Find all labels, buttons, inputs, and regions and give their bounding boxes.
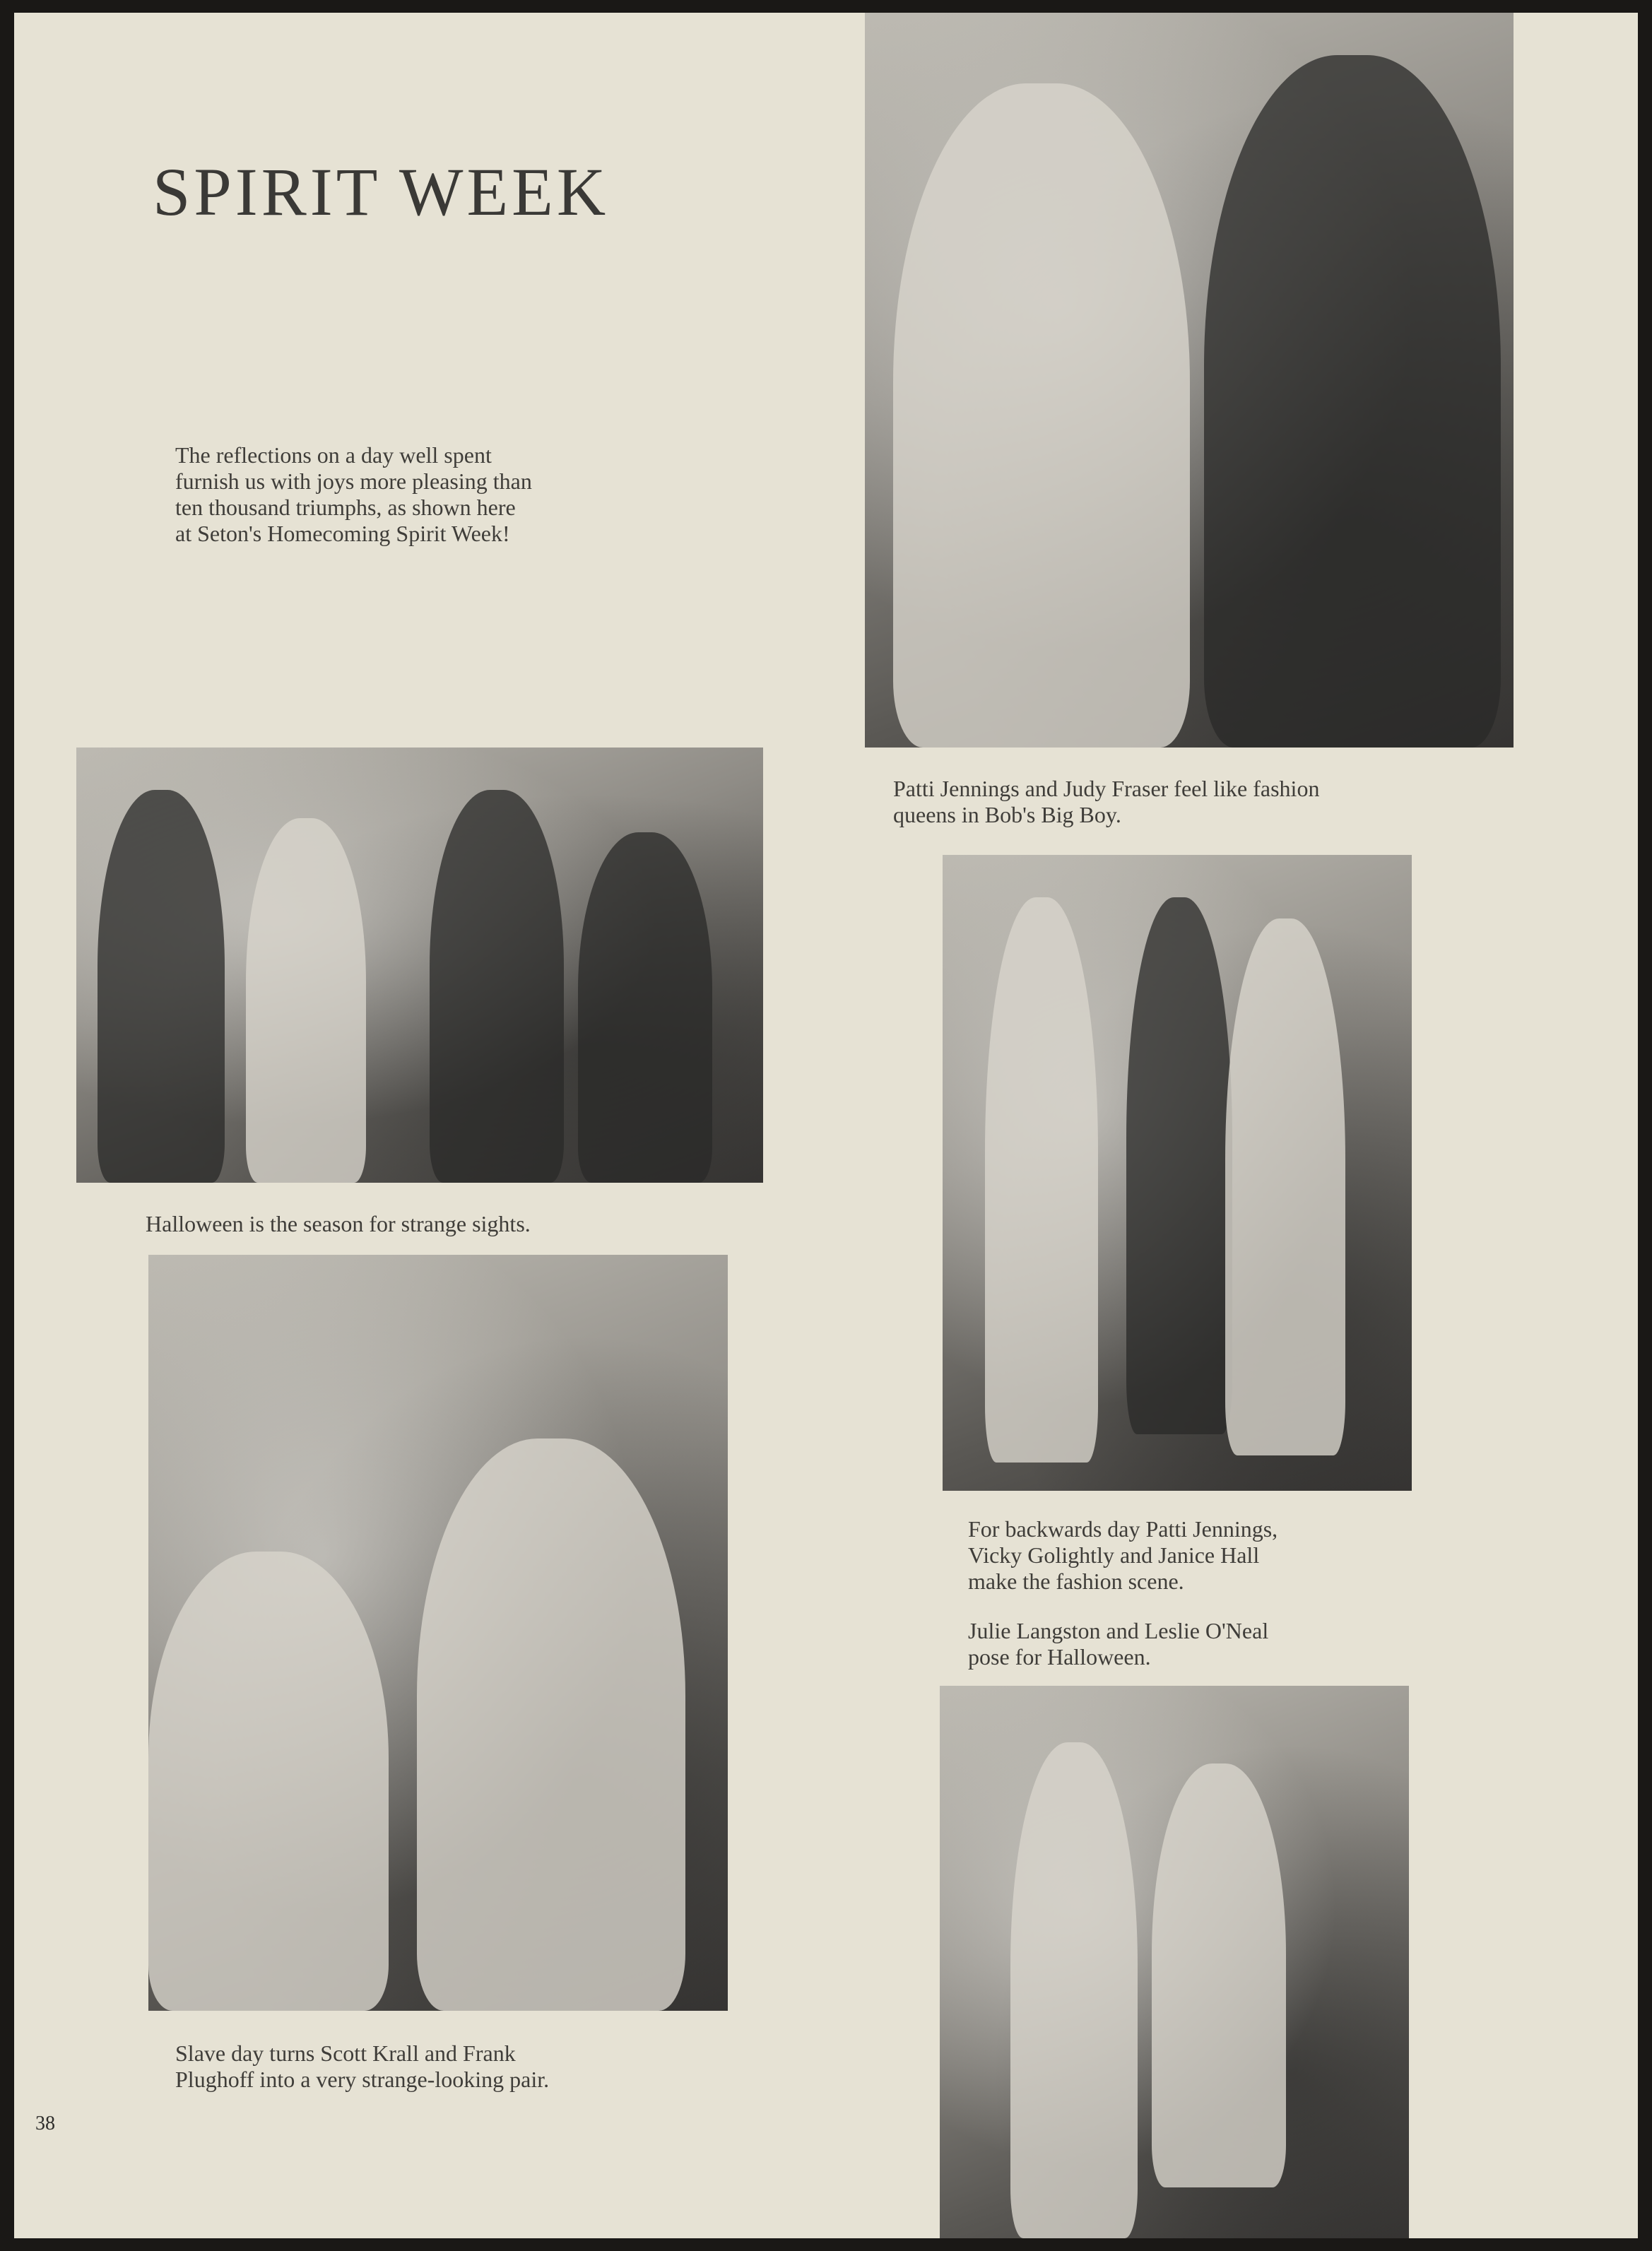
photo-fashion-queens [865,13,1514,748]
caption-fashion-queens: Patti Jennings and Judy Fraser feel like fashion queens in Bob's Big Boy. [893,776,1320,827]
caption-halloween-pose: Julie Langston and Leslie O'Neal pose for Halloween. [968,1618,1269,1670]
caption-slave-day: Slave day turns Scott Krall and Frank Plughoff into a very strange-looking pair. [175,2040,550,2092]
photo-halloween-pose [940,1686,1409,2238]
caption-halloween-sights: Halloween is the season for strange sights. [146,1211,531,1236]
yearbook-page [14,13,1638,2238]
photo-slave-day [148,1255,728,2011]
page-title: SPIRIT WEEK [153,154,610,230]
photo-backwards-day [943,855,1412,1491]
page-number: 38 [35,2113,55,2134]
caption-backwards-day: For backwards day Patti Jennings, Vicky Golightly and Janice Hall make the fashion scene. [968,1516,1278,1594]
photo-halloween-group [76,748,763,1183]
intro-text: The reflections on a day well spent furnish us with joys more pleasing than ten thousand triumphs, as shown here at Seton's Homecoming Spirit Week! [175,442,532,546]
